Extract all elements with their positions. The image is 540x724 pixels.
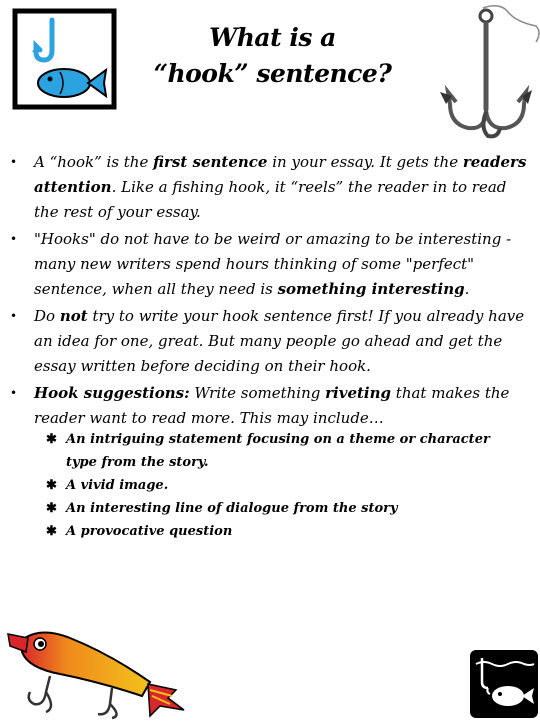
bullet-text: [34, 227, 528, 302]
bullet-marker: •: [10, 155, 18, 169]
emphasis: readers attention: [34, 153, 527, 196]
fish-on-hook-icon: [468, 648, 540, 720]
title-line-1: What is a: [209, 23, 336, 52]
sub-bullet-text: A vivid image.: [66, 478, 169, 493]
bullet-marker: •: [10, 386, 18, 400]
star-marker-icon: ✱: [46, 524, 57, 539]
text: .: [464, 280, 470, 298]
emphasis: something interesting: [277, 280, 465, 298]
text: "Hooks" do not have to be weird or amazing to be interesting - many new writers spend hours thinking of some "perfect" sentence, when all they need is: [34, 230, 512, 298]
text: Do: [34, 307, 60, 325]
star-marker-icon: ✱: [46, 432, 57, 447]
page-title: [150, 20, 395, 92]
sub-bullet-text: A provocative question: [66, 524, 233, 539]
text: . Like a fishing hook, it “reels” the reader in to read the rest of your essay.: [34, 178, 507, 221]
sub-bullet-list: [46, 428, 516, 543]
sub-bullet-item: [46, 520, 516, 543]
star-marker-icon: ✱: [46, 478, 57, 493]
title-line-2: “hook” sentence?: [153, 59, 392, 88]
text: that makes the reader want to read more. This may include…: [34, 384, 510, 427]
hook-and-fish-icon: [12, 8, 117, 110]
fishing-lure-icon: [0, 612, 190, 720]
text: Write something: [189, 384, 326, 402]
sub-bullet-item: [46, 497, 516, 520]
star-marker-icon: ✱: [46, 501, 57, 516]
bullet-item: [10, 304, 528, 379]
treble-fishing-hook-icon: [428, 0, 540, 140]
emphasis: Hook suggestions:: [34, 384, 190, 402]
text: try to write your hook sentence first! If you already have an idea for one, great. But many people go ahead and get the essay written before deciding on their hook.: [34, 307, 525, 375]
bullet-item: [10, 381, 528, 431]
emphasis: not: [59, 307, 88, 325]
emphasis: riveting: [325, 384, 392, 402]
bullet-text: [34, 304, 528, 379]
sub-bullet-item: [46, 428, 516, 474]
text: in your essay. It gets the: [267, 153, 463, 171]
sub-bullet-text: An interesting line of dialogue from the story: [66, 501, 398, 516]
bullet-marker: •: [10, 309, 18, 323]
bullet-item: [10, 150, 528, 225]
sub-bullet-text: An intriguing statement focusing on a theme or character type from the story.: [66, 432, 490, 470]
bullet-marker: •: [10, 232, 18, 246]
bullet-text: [34, 150, 528, 225]
emphasis: first sentence: [153, 153, 268, 171]
bullet-list: [10, 150, 528, 433]
sub-bullet-item: [46, 474, 516, 497]
text: A “hook” is the: [34, 153, 154, 171]
bullet-item: [10, 227, 528, 302]
bullet-text: [34, 381, 528, 431]
